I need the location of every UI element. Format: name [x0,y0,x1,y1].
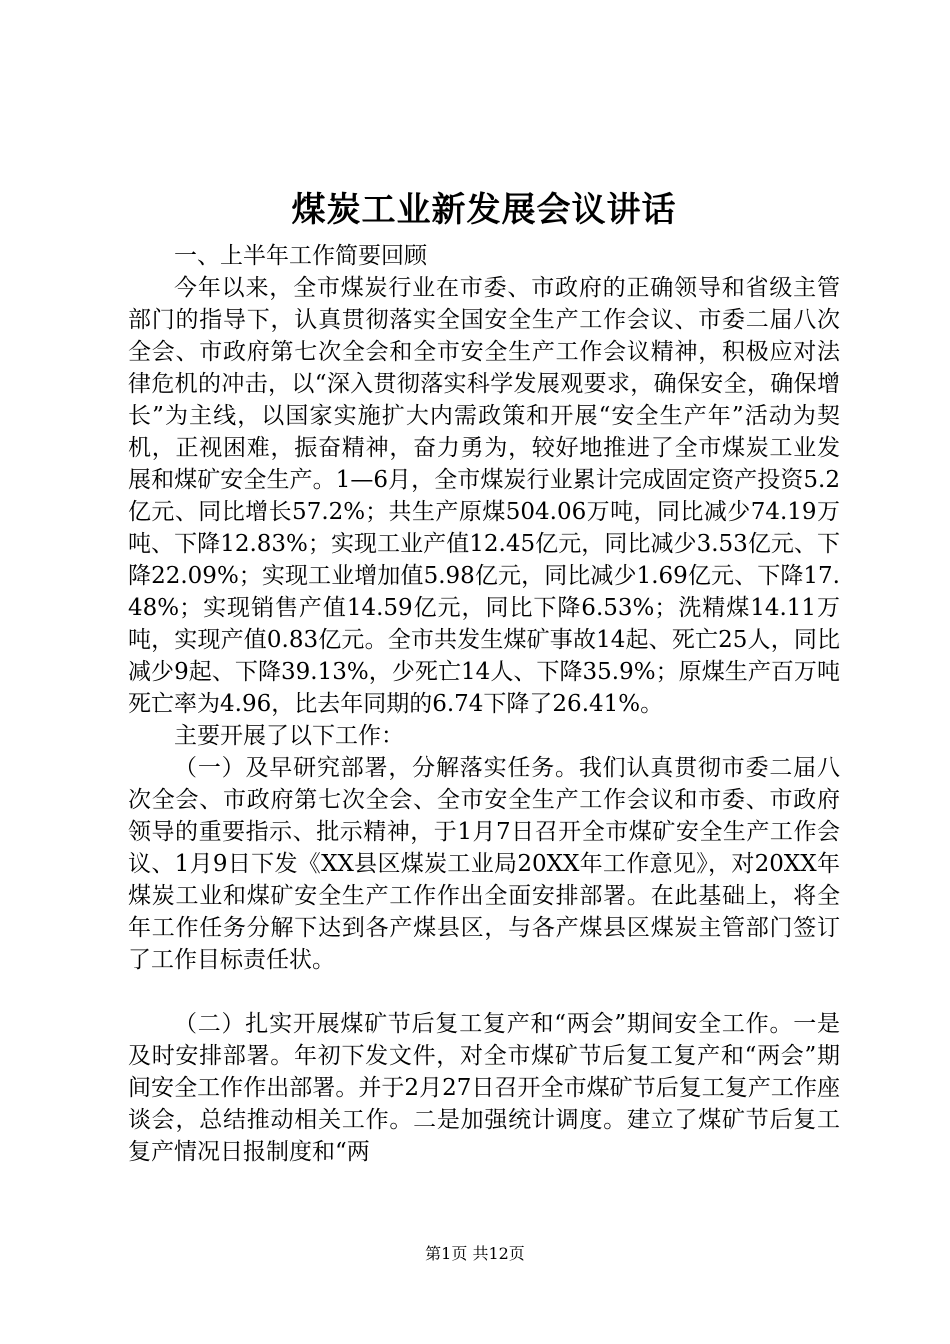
body-paragraph: 主要开展了以下工作： [174,723,404,749]
document-page [128,0,840,1344]
section-heading: 一、上半年工作简要回顾 [174,243,427,269]
body-paragraph: （一）及早研究部署，分解落实任务。我们认真贯彻市委二届八次全会、市政府第七次全会、全市安全生产工作会议和市委、市政府领导的重要指示、批示精神，于1月7日召开全市煤矿安全生产工作会议、1月9日下发《XX县区煤炭工业局20XX年工作意见》，对20XX年煤炭工业和煤矿安全生产工作作出全面安排部署。在此基础上，将全年工作任务分解下达到各产煤县区，与各产煤县区煤炭主管部门签订了工作目标责任状。 [128,755,840,973]
body-paragraph: 今年以来，全市煤炭行业在市委、市政府的正确领导和省级主管部门的指导下，认真贯彻落实全国安全生产工作会议、市委二届八次全会、市政府第七次全会和全市安全生产工作会议精神，积极应对法律危机的冲击，以“深入贯彻落实科学发展观要求，确保安全，确保增长”为主线，以国家实施扩大内需政策和开展“安全生产年”活动为契机，正视困难，振奋精神，奋力勇为，较好地推进了全市煤炭工业发展和煤矿安全生产。1—6月，全市煤炭行业累计完成固定资产投资5.2亿元、同比增长57.2%；共生产原煤504.06万吨，同比减少74.19万吨、下降12.83%；实现工业产值12.45亿元，同比减少3.53亿元、下降22.09%；实现工业增加值5.98亿元，同比减少1.69亿元、下降17.48%；实现销售产值14.59亿元，同比下降6.53%；洗精煤14.11万吨，实现产值0.83亿元。全市共发生煤矿事故14起、死亡25人，同比减少9起、下降39.13%，少死亡14人、下降35.9%；原煤生产百万吨死亡率为4.96，比去年同期的6.74下降了26.41%。 [128,275,840,717]
body-paragraph: （二）扎实开展煤矿节后复工复产和“两会”期间安全工作。一是及时安排部署。年初下发文件，对全市煤矿节后复工复产和“两会”期间安全工作作出部署。并于2月27日召开全市煤矿节后复工复产工作座谈会，总结推动相关工作。二是加强统计调度。建立了煤矿节后复工复产情况日报制度和“两 [128,1011,840,1165]
page-footer: 第1页 共12页 [425,1244,525,1263]
document-title: 煤炭工业新发展会议讲话 [291,190,677,230]
document-body [128,240,840,1168]
